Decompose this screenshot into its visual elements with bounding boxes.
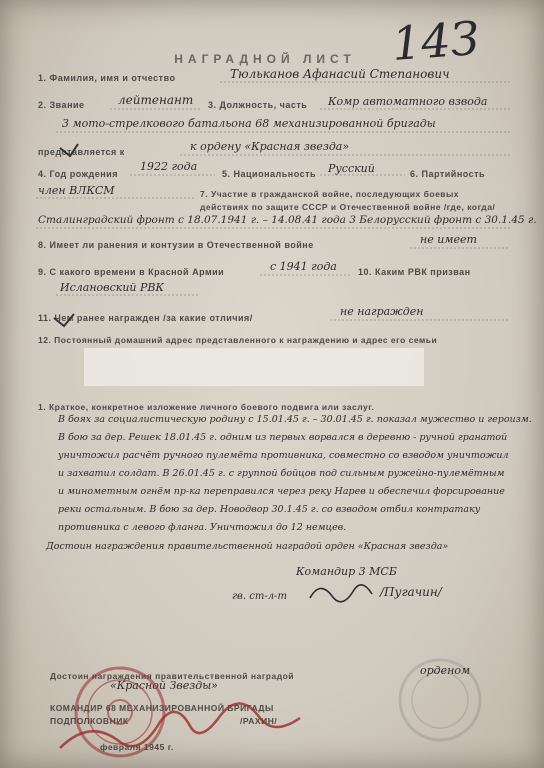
field-3-value-a: Комр автоматного взвода <box>328 95 488 108</box>
field-3-value-c: к ордену «Красная звезда» <box>190 140 350 153</box>
document-number: 14З <box>390 11 481 71</box>
field-8-value: не имеет <box>420 233 477 246</box>
feat-line: уничтожил расчёт ручного пулемёта противника, совместно со взводом уничтожил <box>58 450 509 461</box>
field-8-label: 8. Имеет ли ранения и контузии в Отечественной войне <box>38 240 314 250</box>
field-3-label: 3. Должность, часть <box>208 100 308 110</box>
faint-stamp-right <box>400 660 480 740</box>
field-9-value: с 1941 года <box>270 260 337 273</box>
feat-line: В боях за социалистическую родину с 15.01.45 г. – 30.01.45 г. показал мужество и героизм. <box>58 414 532 425</box>
field-4-label: 4. Год рождения <box>38 169 118 179</box>
section-1-label: 1. Краткое, конкретное изложение личного боевого подвига или заслуг. <box>38 402 375 412</box>
footer-date: февраля 1945 г. <box>100 742 174 752</box>
footer-colonel-label: ПОДПОЛКОВНИК <box>50 716 129 726</box>
field-10-value: Ислановский РВК <box>60 281 164 294</box>
check-mark-icon <box>54 144 78 326</box>
document-title: НАГРАДНОЙ ЛИСТ <box>174 52 356 66</box>
field-9-label: 9. С какого времени в Красной Армии <box>38 267 225 277</box>
signature-rank: гв. ст-л-т <box>232 591 287 602</box>
field-5-value: Русский <box>328 162 375 175</box>
feat-line: реки остальным. В бою за дер. Новодвор 30.1.45 г. со взводом отбил контратаку <box>58 504 481 515</box>
feat-line: В бою за дер. Решек 18.01.45 г. одним из первых ворвался в деревню - ручной гранатой <box>58 432 508 443</box>
field-6-value: член ВЛКСМ <box>38 184 115 197</box>
field-12-label: 12. Постоянный домашний адрес представленного к награждению и адрес его семьи <box>38 335 438 345</box>
footer-award-value-b: «Красной Звезды» <box>110 679 218 692</box>
field-10-label: 10. Каким РВК призван <box>358 267 471 277</box>
field-3-value-b: 3 мото-стрелкового батальона 68 механизированной бригады <box>62 117 436 130</box>
feat-line: и захватил солдат. В 26.01.45 г. с группой бойцов под сильным ружейно-пулемётным <box>58 468 505 479</box>
field-2-value: лейтенант <box>118 93 194 107</box>
signature-role: Командир 3 МСБ <box>296 565 397 578</box>
field-1-value: Тюльканов Афанасий Степанович <box>230 67 450 81</box>
field-5-label: 5. Национальность <box>222 169 317 179</box>
field-4-value: 1922 года <box>140 160 198 173</box>
field-11-label: 11. Чем ранее награжден /за какие отличия/ <box>38 313 253 323</box>
field-2-label: 2. Звание <box>38 100 85 110</box>
field-1-label: 1. Фамилия, имя и отчество <box>38 73 176 83</box>
footer-commander-label: КОМАНДИР 68 МЕХАНИЗИРОВАННОЙ БРИГАДЫ <box>50 703 274 713</box>
feat-line: и минометным огнём пр-ка переправился через реку Нарев и обеспечил форсирование <box>58 486 505 497</box>
feat-conclusion: Достоин награждения правительственной наградой орден «Красная звезда» <box>46 541 449 552</box>
field-6-label: 6. Партийность <box>410 169 486 179</box>
red-signature-mark <box>60 703 300 748</box>
feat-line: противника с левого фланга. Уничтожил до 12 немцев. <box>58 522 347 533</box>
field-7-label: 7. Участие в гражданской войне, последующих боевых действиях по защите СССР и Отечественной войне /где, когда/ <box>200 189 496 212</box>
footer-award-value-a: орденом <box>420 664 471 677</box>
field-3-label-b: представляется к <box>38 147 125 157</box>
field-7-value: Сталинградский фронт с 18.07.1941 г. – 14.08.41 года 3 Белорусский фронт с 30.1.45 г. <box>38 214 537 226</box>
footer-award-label: Достоин награждения правительственной наградой <box>50 671 295 681</box>
field-11-value: не награжден <box>340 305 424 318</box>
signature-name: /Пугачин/ <box>380 585 442 599</box>
footer-colonel-suffix: /РАХИН/ <box>240 716 278 726</box>
